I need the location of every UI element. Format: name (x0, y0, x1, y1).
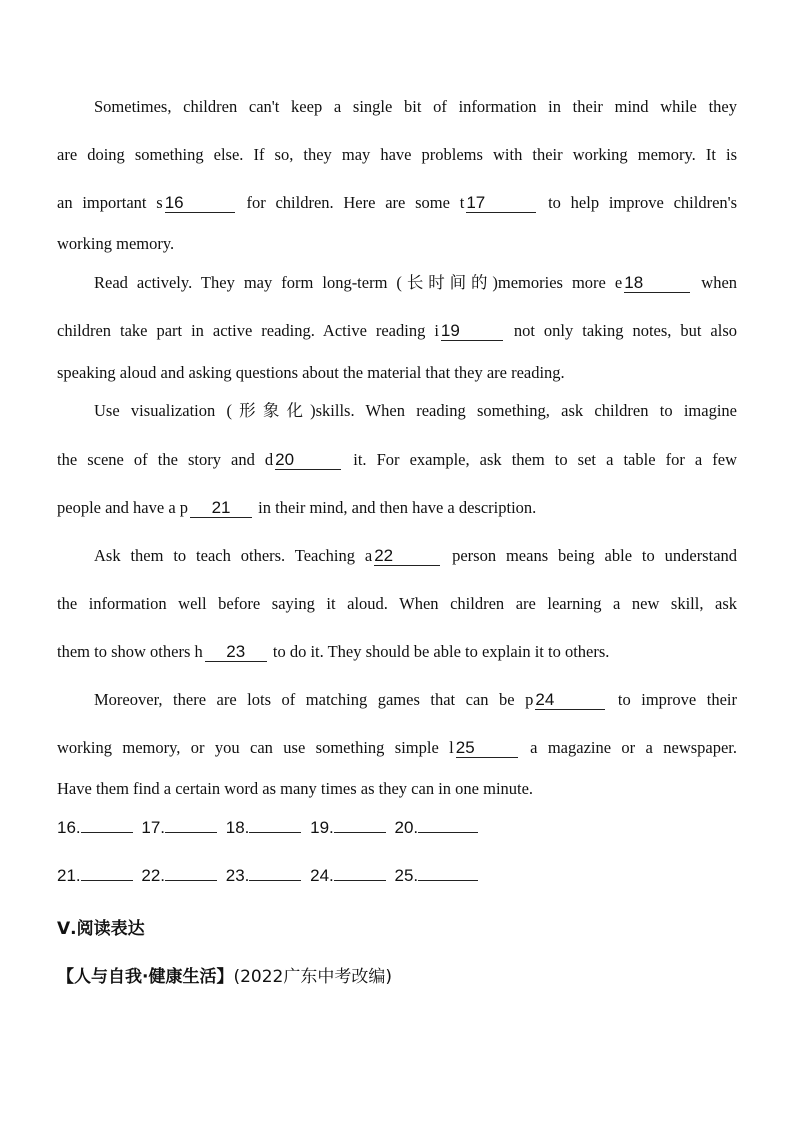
section-title: Ⅴ.阅读表达 (57, 919, 145, 939)
answer-line[interactable] (249, 866, 301, 881)
source-label: (2022广东中考改编) (233, 967, 392, 987)
answer-item (395, 818, 479, 838)
text-segment: people and have a (57, 498, 176, 517)
answer-blank-22[interactable]: 22 (374, 547, 440, 566)
text-line: Have them find a certain word as many times as they can in one minute. (57, 779, 534, 798)
answer-number: 18. (225, 818, 250, 837)
answer-row (57, 818, 482, 838)
text-segment: when (701, 273, 738, 292)
answer-item (57, 866, 133, 886)
answer-blank-24[interactable]: 24 (535, 691, 605, 710)
answer-blank-21[interactable]: 21 (190, 499, 252, 518)
text-line: Sometimes, children can't keep a single bit of information in their mind while they (94, 97, 737, 116)
text-line: speaking aloud and asking questions about the material that they are reading. (57, 363, 565, 382)
text-segment: children take part in active reading. Active reading (57, 321, 426, 340)
text-line: working memory. (57, 234, 175, 253)
section-subtitle (57, 962, 392, 987)
answer-blank-17[interactable]: 17 (466, 194, 536, 213)
text-line (57, 737, 737, 759)
text-segment: working memory, or you can use something simple (57, 738, 439, 757)
answer-line[interactable] (334, 866, 386, 881)
text-segment: to improve their (617, 690, 737, 709)
answer-item (310, 818, 386, 838)
text-line (94, 689, 737, 711)
answer-number: 20. (394, 818, 419, 837)
text-segment: it. For example, ask them to set a table for a few (353, 450, 738, 469)
text-line (57, 641, 737, 663)
answer-number: 16. (57, 818, 81, 837)
answer-row (57, 866, 482, 886)
answer-blank-20[interactable]: 20 (275, 451, 341, 470)
answer-line[interactable] (249, 818, 301, 833)
text-segment: to help improve children's (548, 193, 738, 212)
text-segment: the scene of the story and (57, 450, 255, 469)
text-line: the information well before saying it aloud. When children are learning a new skill, ask (57, 594, 737, 613)
blank-letter: e (614, 273, 623, 292)
text-segment: in their mind, and then have a description. (258, 498, 537, 517)
answer-item (57, 818, 133, 838)
blank-letter: s (156, 193, 163, 212)
answer-number: 25. (394, 866, 419, 885)
blank-letter: a (364, 546, 373, 565)
answer-line[interactable] (165, 818, 217, 833)
text-segment: Moreover, there are lots of matching games that can be (94, 690, 515, 709)
answer-item (141, 818, 217, 838)
text-line (57, 320, 737, 342)
answer-blank-25[interactable]: 25 (456, 739, 518, 758)
text-line (94, 545, 737, 567)
answer-line[interactable] (81, 866, 133, 881)
blank-letter: d (264, 450, 274, 469)
answer-line[interactable] (334, 818, 386, 833)
blank-letter: i (434, 321, 439, 340)
text-line (57, 192, 737, 214)
text-segment: for children. Here are some (246, 193, 450, 212)
answer-blank-23[interactable]: 23 (205, 643, 267, 662)
text-segment: Read actively. They may form long-term (长时间的)memories more (94, 273, 606, 292)
answer-item (226, 866, 302, 886)
blank-letter: t (459, 193, 465, 212)
text-line (57, 497, 737, 519)
answer-item (226, 818, 302, 838)
text-line: Use visualization (形象化)skills. When reading something, ask children to imagine (94, 401, 737, 420)
text-line (94, 272, 737, 294)
text-segment: them to show others (57, 642, 191, 661)
answer-item (395, 866, 479, 886)
answer-blank-16[interactable]: 16 (165, 194, 235, 213)
text-segment: person means being able to understand (452, 546, 738, 565)
answer-number: 24. (310, 866, 334, 885)
answer-number: 22. (141, 866, 166, 885)
answer-number: 21. (57, 866, 81, 885)
answer-blank-18[interactable]: 18 (624, 274, 690, 293)
text-segment: an important (57, 193, 147, 212)
answer-line[interactable] (418, 818, 478, 833)
answer-item (310, 866, 386, 886)
text-line (57, 449, 737, 471)
blank-letter: h (194, 642, 203, 661)
answer-line[interactable] (165, 866, 217, 881)
theme-label: 【人与自我·健康生活】 (57, 967, 234, 987)
answer-blank-19[interactable]: 19 (441, 322, 503, 341)
text-segment: not only taking notes, but also (513, 321, 737, 340)
answer-item (141, 866, 217, 886)
answer-line[interactable] (81, 818, 133, 833)
text-segment: Ask them to teach others. Teaching (94, 546, 355, 565)
answer-number: 19. (310, 818, 334, 837)
answer-number: 23. (225, 866, 250, 885)
text-line: are doing something else. If so, they may have problems with their working memory. It is (57, 145, 737, 164)
blank-letter: p (525, 690, 534, 709)
text-segment: a magazine or a newspaper. (530, 738, 738, 757)
answer-number: 17. (141, 818, 166, 837)
blank-letter: p (179, 498, 189, 517)
answer-line[interactable] (418, 866, 478, 881)
blank-letter: l (449, 738, 454, 757)
text-segment: to do it. They should be able to explain it to others. (272, 642, 610, 661)
